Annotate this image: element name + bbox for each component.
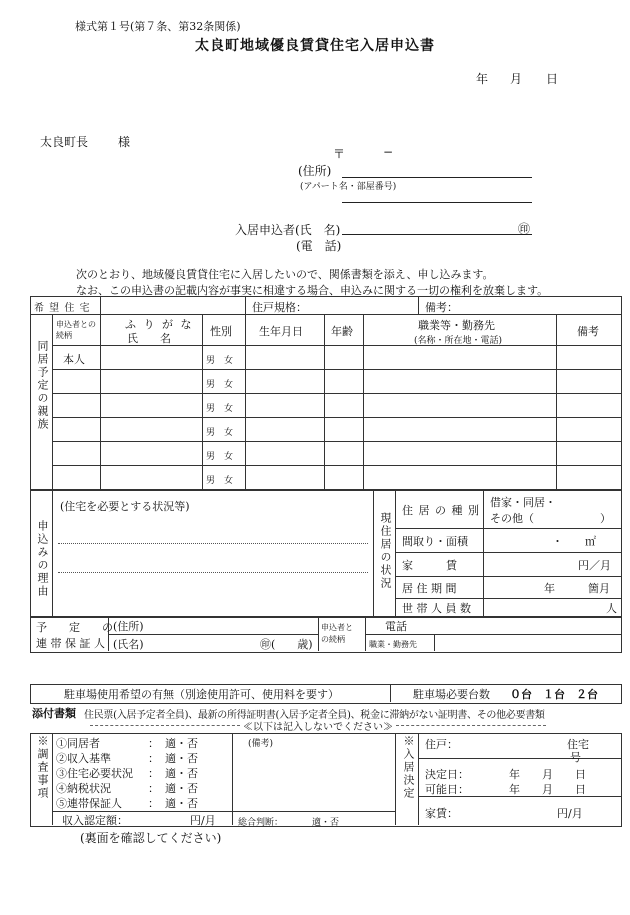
- colon: ：: [148, 737, 159, 750]
- residence-period-value[interactable]: 年 箇月: [544, 582, 610, 595]
- colon: ：: [148, 767, 159, 780]
- income-unit: 円/月: [190, 814, 216, 827]
- income-label: 収入認定額：: [62, 814, 128, 827]
- apartment-note: (アパート名・部屋番号): [300, 182, 397, 192]
- investigation-result[interactable]: 適・否: [165, 737, 198, 750]
- reason-line-1[interactable]: [58, 543, 368, 544]
- investigation-result[interactable]: 適・否: [165, 752, 198, 765]
- overall-label: 総合判断：: [238, 818, 284, 828]
- date-day: 日: [546, 72, 559, 86]
- parking-request-label: 駐車場使用希望の有無（別途使用許可、使用料を要す）: [64, 688, 339, 701]
- family-row-relation: 本人: [63, 353, 85, 366]
- situation-prompt: (住宅を必要とする状況等): [60, 500, 190, 513]
- decision-date-label: 決定日：: [425, 768, 469, 781]
- unit-value-1: 住宅: [567, 738, 589, 751]
- col-age: 年齢: [331, 325, 353, 338]
- col-job-sub: (名称・所在地・電話): [414, 336, 503, 346]
- guarantor-label-2: 連 帯 保 証 人: [36, 637, 105, 650]
- col-birth: 生年月日: [259, 325, 303, 338]
- decision-rent-unit: 円/月: [557, 807, 583, 820]
- guarantor-job-label: 職業・勤務先: [369, 640, 417, 649]
- decision-rent-label: 家賃：: [425, 807, 458, 820]
- guarantor-name-label: (氏名): [113, 638, 144, 651]
- page-title: 太良町地域優良賃貸住宅入居申込書: [195, 38, 435, 54]
- family-row-gender[interactable]: 男 女: [206, 476, 234, 486]
- col-name: 氏 名: [127, 332, 171, 345]
- family-row-gender[interactable]: 男 女: [206, 404, 234, 414]
- household-unit[interactable]: 人: [606, 602, 617, 615]
- intro-line-2: なお、この申込書の記載内容が事実に相違する場合、申込みに関する一切の権利を放棄します。: [76, 284, 549, 297]
- layout-area-value[interactable]: ・ ㎡: [552, 535, 596, 548]
- guarantor-relation-label-1: 申込者と: [321, 623, 353, 632]
- reason-section-label: 申込みの理由: [36, 520, 49, 598]
- family-row-gender[interactable]: 男 女: [206, 356, 234, 366]
- col-furigana: ふ り が な: [125, 318, 194, 331]
- current-section-label: 現住居の状況: [379, 512, 392, 590]
- footer-note: (裏面を確認してください): [80, 831, 222, 845]
- family-row-gender[interactable]: 男 女: [206, 428, 234, 438]
- investigation-result[interactable]: 適・否: [165, 782, 198, 795]
- colon: ：: [148, 797, 159, 810]
- date-month: 月: [510, 72, 523, 86]
- col-gender: 性別: [210, 325, 232, 338]
- housing-type-label: 住 居 の 種 別: [402, 504, 480, 517]
- household-label: 世 帯 人 員 数: [402, 602, 471, 615]
- rent-unit[interactable]: 円／月: [578, 559, 611, 572]
- possible-date-value[interactable]: 年 月 日: [509, 783, 586, 796]
- office-use-note: ≪以下は記入しないでください≫: [243, 722, 393, 733]
- col-job: 職業等・勤務先: [418, 319, 495, 332]
- addressee-suffix: 様: [118, 135, 131, 149]
- addressee: 太良町長: [40, 135, 89, 149]
- unit-size-label: 住戸規格：: [252, 301, 307, 314]
- applicant-name-line[interactable]: [342, 234, 532, 235]
- colon: ：: [148, 752, 159, 765]
- attachments-text: 住民票(入居予定者全員)、最新の所得証明書(入居予定者全員)、税金に滞納がない証明書、その他必要書類: [84, 710, 545, 721]
- possible-date-label: 可能日：: [425, 783, 469, 796]
- rent-label: 家 賃: [402, 559, 457, 572]
- intro-line-1: 次のとおり、地域優良賃貸住宅に入居したいので、関係書類を添え、申し込みます。: [76, 268, 494, 281]
- desired-housing-label: 希 望 住 宅: [34, 303, 91, 314]
- address-label: (住所): [298, 164, 332, 178]
- postal-dash: −: [383, 145, 394, 159]
- col-remarks: 備考: [577, 325, 599, 338]
- apartment-input-line[interactable]: [342, 202, 532, 203]
- overall-value[interactable]: 適・否: [312, 818, 340, 828]
- investigation-result[interactable]: 適・否: [165, 797, 198, 810]
- reason-line-2[interactable]: [58, 572, 368, 573]
- date-year: 年: [476, 72, 489, 86]
- decision-date-value[interactable]: 年 月 日: [509, 768, 586, 781]
- layout-area-label: 間取り・面積: [402, 535, 468, 548]
- postal-mark: 〒: [333, 147, 346, 161]
- investigation-item: ①同居者: [56, 737, 100, 750]
- investigation-item: ②収入基準: [56, 752, 111, 765]
- parking-count-label: 駐車場必要台数: [413, 688, 490, 701]
- residence-period-label: 居 住 期 間: [402, 582, 457, 595]
- family-section-label: 同居予定の親族: [36, 340, 49, 431]
- housing-type-other[interactable]: その他（ ）: [490, 512, 611, 525]
- seal-icon: ㊞: [518, 222, 531, 236]
- guarantor-address-label: (住所): [113, 620, 144, 633]
- family-row-gender[interactable]: 男 女: [206, 452, 234, 462]
- investigation-item: ③住宅必要状況: [56, 767, 133, 780]
- applicant-name-label: 入居申込者(氏 名): [235, 223, 341, 237]
- form-number: 様式第１号(第７条、第32条関係): [75, 20, 241, 33]
- investigation-result[interactable]: 適・否: [165, 767, 198, 780]
- housing-remarks-label: 備考：: [425, 301, 458, 314]
- phone-label: (電 話): [296, 239, 342, 253]
- address-input-line[interactable]: [342, 177, 532, 178]
- housing-type-options[interactable]: 借家・同居・: [490, 496, 556, 509]
- attachments-label: 添付書類: [32, 707, 76, 720]
- guarantor-relation-label-2: の続柄: [321, 635, 345, 644]
- investigation-remarks-label: (備考): [248, 739, 274, 749]
- guarantor-label-1: 予 定 の: [36, 621, 113, 634]
- colon: ：: [148, 782, 159, 795]
- investigation-item: ④納税状況: [56, 782, 111, 795]
- investigation-section-label: ※調査事項: [36, 735, 49, 800]
- guarantor-seal-age: ㊞( 歳): [260, 638, 313, 651]
- decision-section-label: ※入居決定: [402, 735, 415, 800]
- investigation-item: ⑤連帯保証人: [56, 797, 122, 810]
- family-row-gender[interactable]: 男 女: [206, 380, 234, 390]
- unit-label: 住戸：: [425, 738, 458, 751]
- unit-value-2: 号: [570, 751, 581, 764]
- guarantor-phone-label: 電話: [385, 620, 407, 633]
- parking-count-options[interactable]: ０台 １台 ２台: [510, 688, 598, 701]
- col-relation: 申込者との続柄: [56, 320, 96, 340]
